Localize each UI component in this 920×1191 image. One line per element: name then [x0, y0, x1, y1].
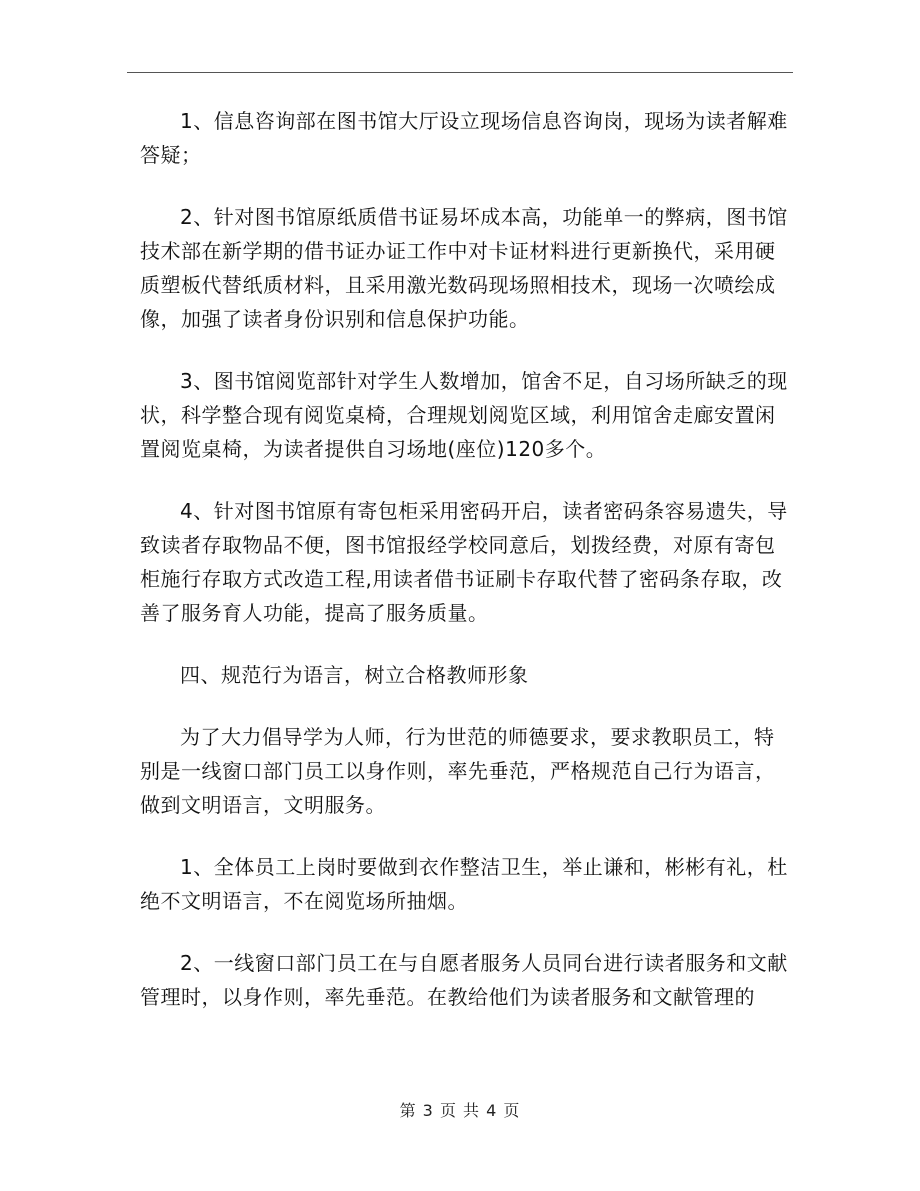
header-divider [127, 72, 793, 73]
paragraph-item-2-conduct: 2、一线窗口部门员工在与自愿者服务人员同台进行读者服务和文献管理时，以身作则，率先垂范。在教给他们为读者服务和文献管理的 [140, 951, 788, 1009]
paragraph-item-3: 3、图书馆阅览部针对学生人数增加，馆舍不足，自习场所缺乏的现状，科学整合现有阅览桌椅，合理规划阅览区域，利用馆舍走廊安置闲置阅览桌椅，为读者提供自习场地(座位)120多个。 [140, 369, 788, 461]
page-number-footer: 第 3 页 共 4 页 [399, 1101, 521, 1120]
document-body [140, 104, 790, 1042]
paragraph-item-4: 4、针对图书馆原有寄包柜采用密码开启，读者密码条容易遗失，导致读者存取物品不便，图书馆报经学校同意后，划拨经费，对原有寄包柜施行存取方式改造工程,用读者借书证刷卡存取代替了密码条存取，改善了服务育人功能，提高了服务质量。 [140, 499, 788, 625]
section-intro-paragraph: 为了大力倡导学为人师，行为世范的师德要求，要求教职员工，特别是一线窗口部门员工以身作则，率先垂范，严格规范自己行为语言，做到文明语言，文明服务。 [140, 725, 776, 817]
paragraph-item-1: 1、信息咨询部在图书馆大厅设立现场信息咨询岗，现场为读者解难答疑； [140, 109, 788, 167]
paragraph-item-2: 2、针对图书馆原纸质借书证易坏成本高，功能单一的弊病，图书馆技术部在新学期的借书证办证工作中对卡证材料进行更新换代，采用硬质塑板代替纸质材料，且采用激光数码现场照相技术，现场一次喷绘成像，加强了读者身份识别和信息保护功能。 [140, 205, 788, 331]
paragraph-item-1-conduct: 1、全体员工上岗时要做到衣作整洁卫生，举止谦和，彬彬有礼，杜绝不文明语言，不在阅览场所抽烟。 [140, 855, 788, 913]
section-heading-4: 四、规范行为语言，树立合格教师形象 [180, 663, 529, 687]
